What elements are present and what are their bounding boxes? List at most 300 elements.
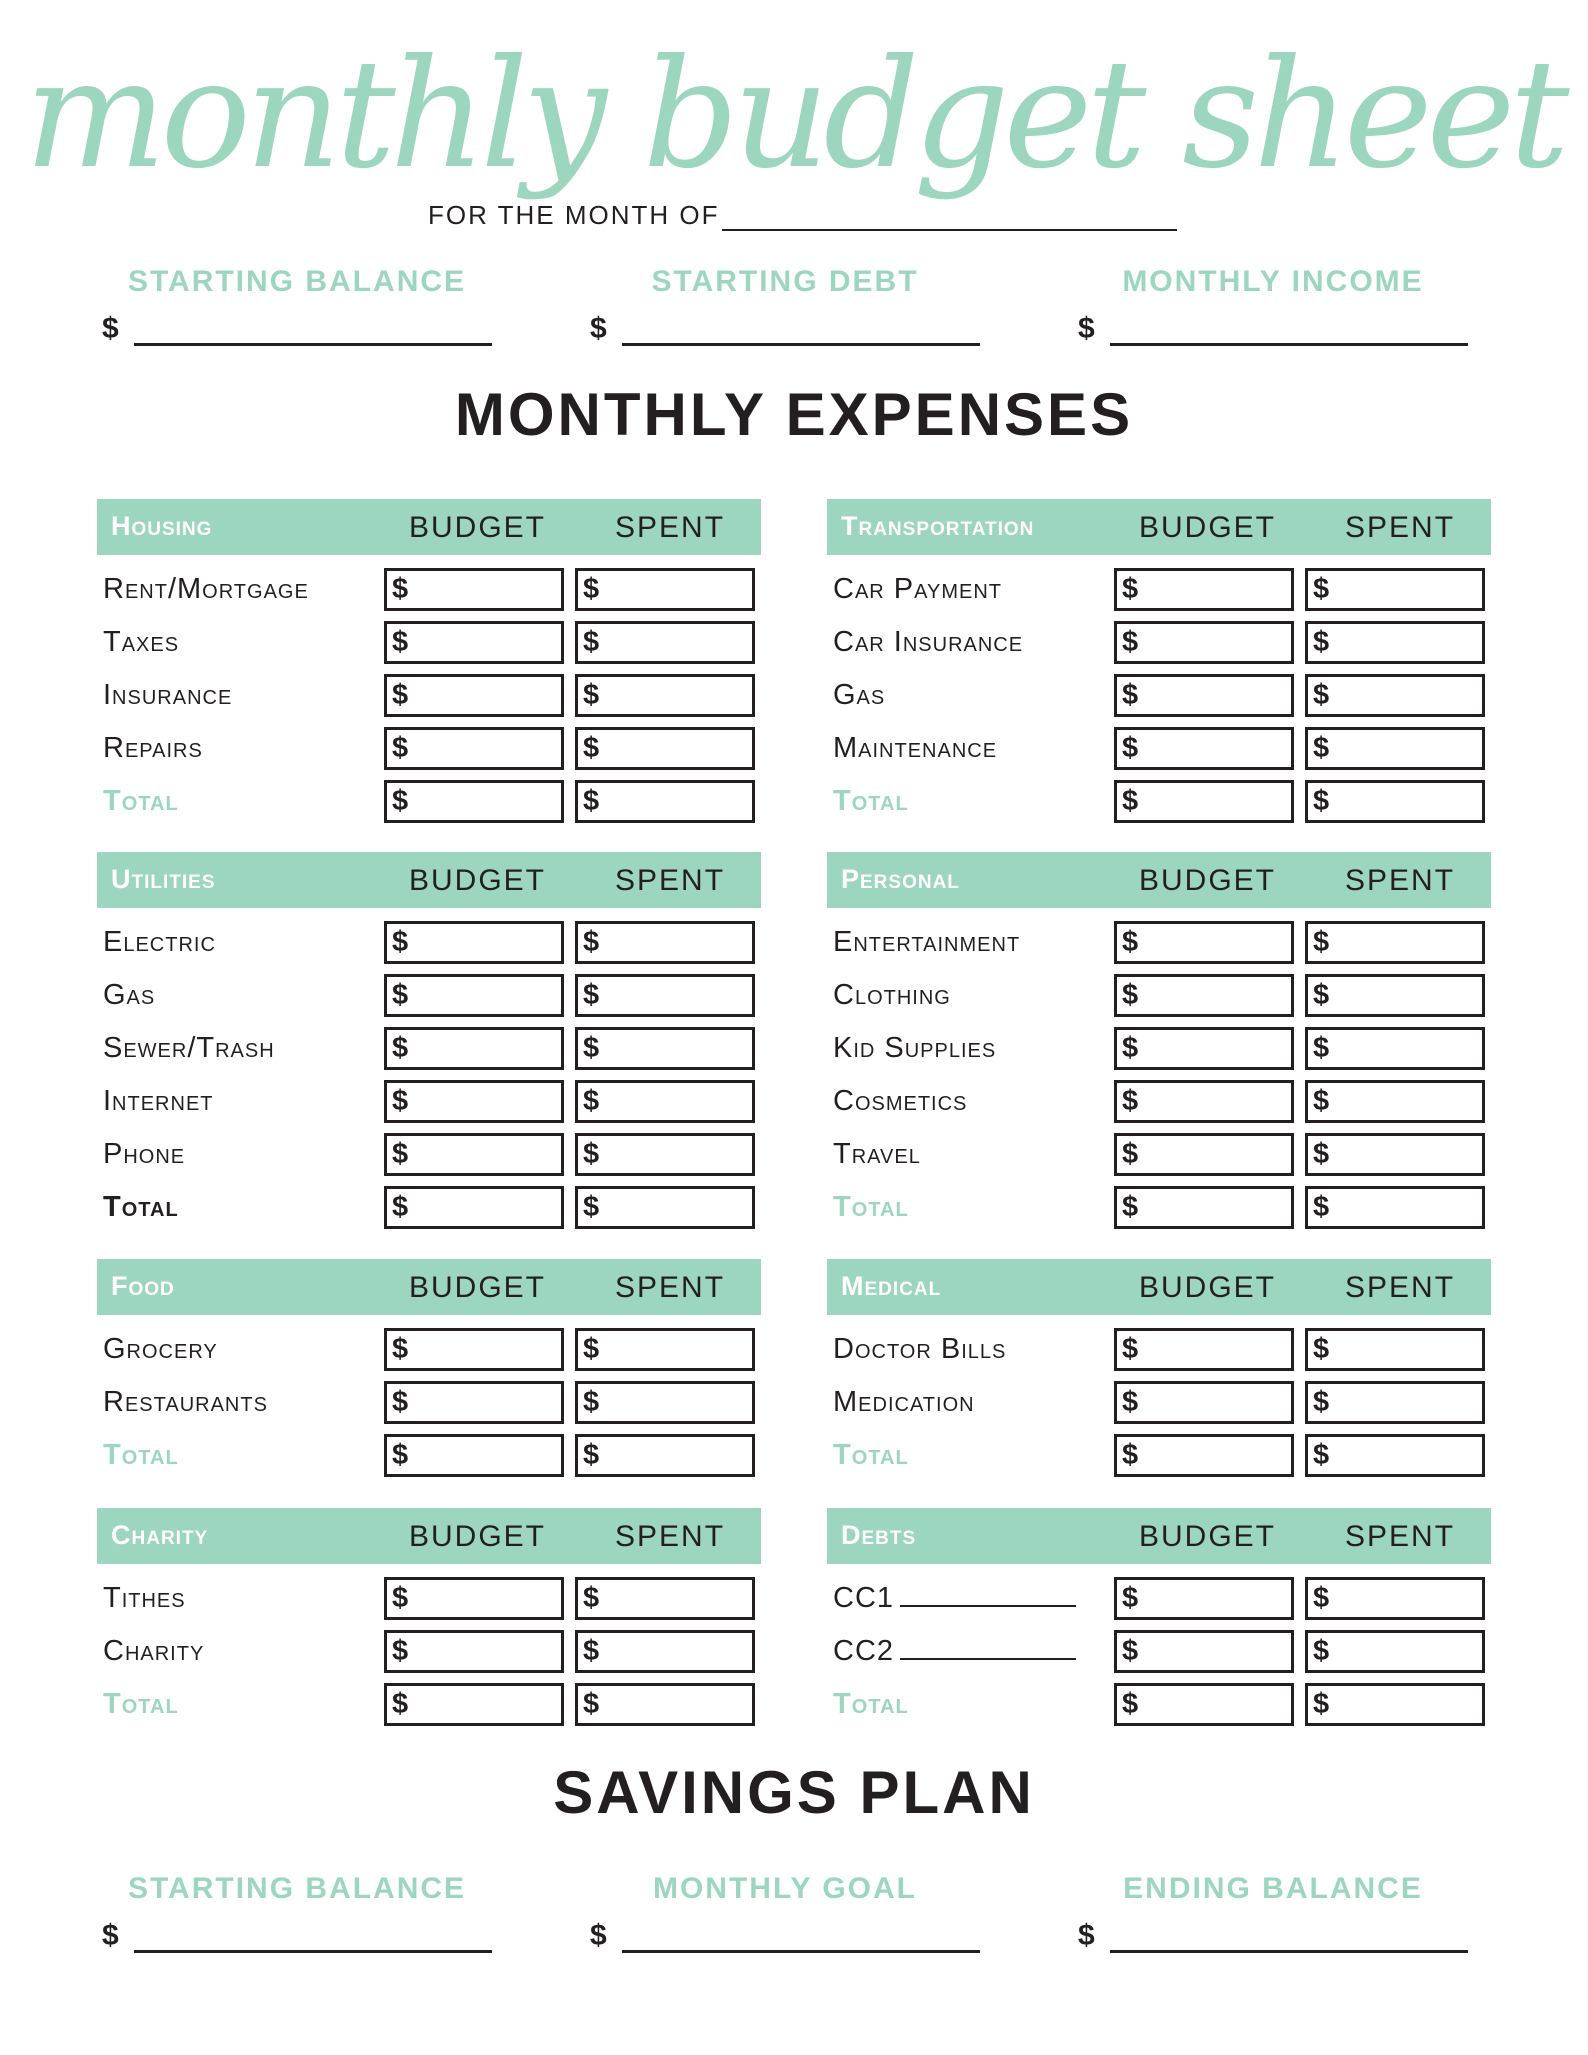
dollar-sign: $ bbox=[392, 732, 409, 764]
row-label-text: Entertainment bbox=[833, 926, 1021, 958]
dollar-sign: $ bbox=[392, 1138, 409, 1170]
row-label-text: Cosmetics bbox=[833, 1085, 968, 1117]
budget-input[interactable] bbox=[1114, 568, 1294, 611]
savings-starting-balance-block bbox=[102, 1872, 492, 1953]
expense-row bbox=[97, 720, 761, 773]
spent-input[interactable] bbox=[1305, 1328, 1485, 1371]
budget-input[interactable] bbox=[1114, 921, 1294, 964]
dollar-sign: $ bbox=[1122, 626, 1139, 658]
spent-input[interactable] bbox=[1305, 1027, 1485, 1070]
budget-input[interactable] bbox=[384, 1381, 564, 1424]
dollar-sign: $ bbox=[1122, 979, 1139, 1011]
dollar-sign: $ bbox=[1313, 1085, 1330, 1117]
dollar-sign: $ bbox=[1313, 573, 1330, 605]
dollar-sign: $ bbox=[392, 1191, 409, 1223]
row-label-text: Charity bbox=[103, 1635, 205, 1667]
budget-input[interactable] bbox=[1114, 1381, 1294, 1424]
spent-input[interactable] bbox=[575, 1434, 755, 1477]
dollar-sign: $ bbox=[1122, 573, 1139, 605]
budget-column-header: BUDGET bbox=[409, 1520, 547, 1553]
budget-input[interactable] bbox=[1114, 1577, 1294, 1620]
budget-input[interactable] bbox=[384, 568, 564, 611]
expense-label bbox=[103, 679, 232, 712]
spent-input[interactable] bbox=[1305, 1630, 1485, 1673]
spent-input[interactable] bbox=[575, 1186, 755, 1229]
spent-input[interactable] bbox=[1305, 1683, 1485, 1726]
dollar-sign: $ bbox=[1313, 1386, 1330, 1418]
dollar-sign: $ bbox=[392, 1688, 409, 1720]
monthly-expenses-heading: MONTHLY EXPENSES bbox=[454, 381, 1134, 448]
spent-input[interactable] bbox=[1305, 727, 1485, 770]
dollar-sign: $ bbox=[1122, 785, 1139, 817]
spent-input[interactable] bbox=[575, 1381, 755, 1424]
expense-label bbox=[833, 679, 885, 712]
expense-row bbox=[827, 914, 1491, 967]
spent-column-header: SPENT bbox=[1345, 1271, 1456, 1304]
spent-input[interactable] bbox=[575, 1683, 755, 1726]
dollar-sign: $ bbox=[102, 312, 119, 345]
dollar-sign: $ bbox=[392, 1582, 409, 1614]
section-transportation bbox=[827, 499, 1491, 826]
spent-input[interactable] bbox=[1305, 1434, 1485, 1477]
expense-row bbox=[827, 1570, 1491, 1623]
budget-column-header: BUDGET bbox=[1139, 1271, 1277, 1304]
dollar-sign: $ bbox=[583, 785, 600, 817]
budget-input[interactable] bbox=[384, 1186, 564, 1229]
spent-input[interactable] bbox=[575, 921, 755, 964]
starting-balance-block bbox=[102, 265, 492, 346]
dollar-sign: $ bbox=[1122, 1032, 1139, 1064]
budget-column-header: BUDGET bbox=[1139, 1520, 1277, 1553]
row-label-text: CC1 bbox=[833, 1582, 895, 1614]
row-label-text: Travel bbox=[833, 1138, 921, 1170]
expense-label bbox=[833, 926, 1020, 959]
expense-label bbox=[103, 1032, 275, 1065]
expense-label bbox=[833, 979, 951, 1012]
total-row bbox=[827, 1427, 1491, 1480]
row-label-text: Car Payment bbox=[833, 573, 1002, 605]
total-row bbox=[97, 1427, 761, 1480]
dollar-sign: $ bbox=[392, 626, 409, 658]
dollar-sign: $ bbox=[1313, 1333, 1330, 1365]
dollar-sign: $ bbox=[583, 732, 600, 764]
dollar-sign: $ bbox=[1122, 1191, 1139, 1223]
expense-label bbox=[833, 1386, 975, 1419]
expense-label bbox=[833, 626, 1023, 659]
dollar-sign: $ bbox=[1122, 679, 1139, 711]
total-label bbox=[833, 1439, 909, 1472]
section-title: Medical bbox=[841, 1271, 942, 1301]
dollar-sign: $ bbox=[1122, 1138, 1139, 1170]
dollar-sign: $ bbox=[1122, 1085, 1139, 1117]
ending-balance-input[interactable] bbox=[1110, 1916, 1468, 1953]
dollar-sign: $ bbox=[583, 1138, 600, 1170]
dollar-sign: $ bbox=[583, 1439, 600, 1471]
dollar-sign: $ bbox=[102, 1919, 119, 1952]
row-label-text: Total bbox=[833, 1439, 909, 1471]
total-row bbox=[97, 1179, 761, 1232]
row-label-text: Grocery bbox=[103, 1333, 218, 1365]
budget-input[interactable] bbox=[384, 1577, 564, 1620]
spent-column-header: SPENT bbox=[1345, 1520, 1456, 1553]
dollar-sign: $ bbox=[590, 1919, 607, 1952]
row-label-text: Medication bbox=[833, 1386, 975, 1418]
expense-row bbox=[97, 614, 761, 667]
section-title: Housing bbox=[111, 511, 213, 541]
expense-label bbox=[103, 926, 216, 959]
dollar-sign: $ bbox=[1313, 979, 1330, 1011]
row-label-text: Electric bbox=[103, 926, 216, 958]
section-food bbox=[97, 1259, 761, 1480]
expense-row bbox=[827, 614, 1491, 667]
row-label-text: Internet bbox=[103, 1085, 214, 1117]
expense-row bbox=[97, 1020, 761, 1073]
dollar-sign: $ bbox=[1078, 312, 1095, 345]
total-row bbox=[97, 1676, 761, 1729]
section-housing bbox=[97, 499, 761, 826]
expense-label bbox=[103, 732, 203, 765]
starting-debt-input[interactable] bbox=[622, 309, 980, 346]
section-header bbox=[827, 499, 1491, 555]
budget-input[interactable] bbox=[1114, 1133, 1294, 1176]
ending-balance-label: ENDING BALANCE bbox=[1123, 1872, 1423, 1905]
card-name-blank[interactable] bbox=[900, 1583, 1076, 1607]
spent-input[interactable] bbox=[575, 1328, 755, 1371]
total-label bbox=[103, 785, 179, 818]
expense-row bbox=[97, 967, 761, 1020]
dollar-sign: $ bbox=[392, 926, 409, 958]
expense-row bbox=[827, 561, 1491, 614]
spent-column-header: SPENT bbox=[1345, 511, 1456, 544]
expense-row bbox=[97, 561, 761, 614]
monthly-goal-label: MONTHLY GOAL bbox=[652, 1872, 917, 1905]
dollar-sign: $ bbox=[1313, 1688, 1330, 1720]
spent-input[interactable] bbox=[575, 621, 755, 664]
expense-label bbox=[833, 1085, 967, 1118]
total-row bbox=[827, 1676, 1491, 1729]
dollar-sign: $ bbox=[392, 1333, 409, 1365]
starting-balance-label: STARTING BALANCE bbox=[127, 265, 467, 298]
dollar-sign: $ bbox=[1313, 732, 1330, 764]
expense-label bbox=[833, 1635, 1076, 1668]
dollar-sign: $ bbox=[583, 626, 600, 658]
row-label-text: Clothing bbox=[833, 979, 951, 1011]
dollar-sign: $ bbox=[1122, 926, 1139, 958]
expense-row bbox=[97, 667, 761, 720]
expense-label bbox=[103, 626, 179, 659]
section-title: Food bbox=[111, 1271, 175, 1301]
section-header bbox=[97, 852, 761, 908]
dollar-sign: $ bbox=[583, 1085, 600, 1117]
row-label-text: CC2 bbox=[833, 1635, 895, 1667]
dollar-sign: $ bbox=[392, 1439, 409, 1471]
spent-input[interactable] bbox=[575, 1027, 755, 1070]
budget-column-header: BUDGET bbox=[409, 864, 547, 897]
dollar-sign: $ bbox=[583, 926, 600, 958]
expense-row bbox=[827, 720, 1491, 773]
savings-starting-balance-label: STARTING BALANCE bbox=[127, 1872, 467, 1905]
expense-row bbox=[97, 1321, 761, 1374]
spent-input[interactable] bbox=[575, 1630, 755, 1673]
expense-row bbox=[97, 1126, 761, 1179]
spent-input[interactable] bbox=[1305, 568, 1485, 611]
expense-label bbox=[103, 1138, 185, 1171]
budget-input[interactable] bbox=[1114, 1630, 1294, 1673]
dollar-sign: $ bbox=[583, 1582, 600, 1614]
ending-balance-block bbox=[1078, 1872, 1468, 1953]
monthly-income-label: MONTHLY INCOME bbox=[1122, 265, 1424, 298]
row-label-text: Gas bbox=[103, 979, 156, 1011]
budget-input[interactable] bbox=[384, 1630, 564, 1673]
savings-starting-balance-input[interactable] bbox=[134, 1916, 492, 1953]
spent-input[interactable] bbox=[575, 727, 755, 770]
spent-input[interactable] bbox=[1305, 780, 1485, 823]
section-title: Charity bbox=[111, 1520, 209, 1550]
for-month-field[interactable] bbox=[428, 200, 1177, 231]
expense-label bbox=[103, 1085, 214, 1118]
total-label bbox=[103, 1688, 179, 1721]
total-row bbox=[97, 773, 761, 826]
dollar-sign: $ bbox=[1313, 785, 1330, 817]
row-label-text: Taxes bbox=[103, 626, 180, 658]
dollar-sign: $ bbox=[583, 1386, 600, 1418]
row-label-text: Total bbox=[103, 1439, 179, 1471]
dollar-sign: $ bbox=[1122, 1582, 1139, 1614]
section-personal bbox=[827, 852, 1491, 1232]
card-name-blank[interactable] bbox=[900, 1636, 1076, 1660]
monthly-income-input[interactable] bbox=[1110, 309, 1468, 346]
expense-label bbox=[103, 979, 155, 1012]
total-label bbox=[103, 1439, 179, 1472]
dollar-sign: $ bbox=[1313, 1138, 1330, 1170]
dollar-sign: $ bbox=[1078, 1919, 1095, 1952]
budget-input[interactable] bbox=[1114, 1080, 1294, 1123]
section-header bbox=[97, 1259, 761, 1315]
dollar-sign: $ bbox=[392, 1085, 409, 1117]
dollar-sign: $ bbox=[1122, 1688, 1139, 1720]
expense-row bbox=[827, 1374, 1491, 1427]
total-label bbox=[833, 785, 909, 818]
dollar-sign: $ bbox=[392, 1635, 409, 1667]
budget-input[interactable] bbox=[1114, 974, 1294, 1017]
budget-input[interactable] bbox=[384, 974, 564, 1017]
expense-row bbox=[827, 967, 1491, 1020]
dollar-sign: $ bbox=[583, 1191, 600, 1223]
budget-input[interactable] bbox=[1114, 621, 1294, 664]
dollar-sign: $ bbox=[392, 1032, 409, 1064]
expense-label bbox=[833, 1333, 1006, 1366]
total-row bbox=[827, 773, 1491, 826]
row-label-text: Total bbox=[103, 1688, 179, 1720]
budget-input[interactable] bbox=[1114, 1683, 1294, 1726]
monthly-goal-input[interactable] bbox=[622, 1916, 980, 1953]
dollar-sign: $ bbox=[1313, 626, 1330, 658]
dollar-sign: $ bbox=[1122, 1635, 1139, 1667]
row-label-text: Sewer/Trash bbox=[103, 1032, 275, 1064]
spent-input[interactable] bbox=[1305, 674, 1485, 717]
budget-input[interactable] bbox=[384, 1434, 564, 1477]
row-label-text: Doctor Bills bbox=[833, 1333, 1007, 1365]
row-label-text: Restaurants bbox=[103, 1386, 268, 1418]
row-label-text: Total bbox=[103, 1191, 179, 1223]
dollar-sign: $ bbox=[1313, 1032, 1330, 1064]
expense-label bbox=[833, 1032, 996, 1065]
expense-row bbox=[97, 1570, 761, 1623]
expense-label bbox=[103, 1635, 204, 1668]
savings-plan-heading: SAVINGS PLAN bbox=[553, 1759, 1035, 1826]
dollar-sign: $ bbox=[583, 1333, 600, 1365]
expense-label bbox=[103, 1386, 268, 1419]
dollar-sign: $ bbox=[583, 979, 600, 1011]
dollar-sign: $ bbox=[1313, 679, 1330, 711]
dollar-sign: $ bbox=[583, 1032, 600, 1064]
budget-column-header: BUDGET bbox=[1139, 864, 1277, 897]
spent-column-header: SPENT bbox=[1345, 864, 1456, 897]
total-label bbox=[103, 1191, 179, 1224]
expense-label bbox=[833, 1582, 1076, 1615]
budget-column-header: BUDGET bbox=[1139, 511, 1277, 544]
dollar-sign: $ bbox=[1313, 1635, 1330, 1667]
section-medical bbox=[827, 1259, 1491, 1480]
dollar-sign: $ bbox=[392, 785, 409, 817]
for-month-line[interactable] bbox=[722, 203, 1177, 231]
total-label bbox=[833, 1688, 909, 1721]
dollar-sign: $ bbox=[392, 979, 409, 1011]
spent-input[interactable] bbox=[1305, 921, 1485, 964]
expense-row bbox=[827, 1020, 1491, 1073]
dollar-sign: $ bbox=[1122, 1439, 1139, 1471]
budget-input[interactable] bbox=[384, 1133, 564, 1176]
section-title: Debts bbox=[841, 1520, 917, 1550]
spent-input[interactable] bbox=[1305, 1381, 1485, 1424]
section-title: Utilities bbox=[111, 864, 216, 894]
budget-input[interactable] bbox=[384, 1027, 564, 1070]
expense-row bbox=[827, 1073, 1491, 1126]
section-charity bbox=[97, 1508, 761, 1729]
dollar-sign: $ bbox=[583, 679, 600, 711]
dollar-sign: $ bbox=[392, 1386, 409, 1418]
dollar-sign: $ bbox=[583, 1688, 600, 1720]
dollar-sign: $ bbox=[1313, 926, 1330, 958]
spent-input[interactable] bbox=[1305, 621, 1485, 664]
starting-debt-block bbox=[590, 265, 980, 346]
dollar-sign: $ bbox=[1313, 1191, 1330, 1223]
section-header bbox=[827, 852, 1491, 908]
total-label bbox=[833, 1191, 909, 1224]
section-debts bbox=[827, 1508, 1491, 1729]
budget-input[interactable] bbox=[384, 727, 564, 770]
spent-input[interactable] bbox=[575, 568, 755, 611]
budget-input[interactable] bbox=[1114, 780, 1294, 823]
monthly-income-block bbox=[1078, 265, 1468, 346]
dollar-sign: $ bbox=[590, 312, 607, 345]
budget-input[interactable] bbox=[384, 921, 564, 964]
budget-input[interactable] bbox=[1114, 674, 1294, 717]
spent-input[interactable] bbox=[1305, 1577, 1485, 1620]
expense-row bbox=[827, 1126, 1491, 1179]
spent-input[interactable] bbox=[1305, 1186, 1485, 1229]
expense-row bbox=[97, 1073, 761, 1126]
dollar-sign: $ bbox=[1122, 732, 1139, 764]
budget-column-header: BUDGET bbox=[409, 511, 547, 544]
page-title: monthly budget sheet bbox=[24, 28, 1564, 202]
dollar-sign: $ bbox=[583, 1635, 600, 1667]
row-label-text: Gas bbox=[833, 679, 886, 711]
row-label-text: Total bbox=[833, 1688, 909, 1720]
spent-input[interactable] bbox=[1305, 1133, 1485, 1176]
spent-input[interactable] bbox=[1305, 974, 1485, 1017]
spent-input[interactable] bbox=[575, 1577, 755, 1620]
budget-input[interactable] bbox=[384, 1328, 564, 1371]
expense-row bbox=[97, 914, 761, 967]
spent-column-header: SPENT bbox=[615, 511, 726, 544]
total-row bbox=[827, 1179, 1491, 1232]
budget-input[interactable] bbox=[1114, 1186, 1294, 1229]
budget-input[interactable] bbox=[1114, 1434, 1294, 1477]
row-label-text: Maintenance bbox=[833, 732, 998, 764]
expense-label bbox=[103, 573, 309, 606]
spent-input[interactable] bbox=[575, 674, 755, 717]
budget-input[interactable] bbox=[384, 1683, 564, 1726]
row-label-text: Insurance bbox=[103, 679, 233, 711]
dollar-sign: $ bbox=[1122, 1386, 1139, 1418]
expense-label bbox=[833, 1138, 921, 1171]
spent-column-header: SPENT bbox=[615, 1271, 726, 1304]
dollar-sign: $ bbox=[1313, 1439, 1330, 1471]
spent-input[interactable] bbox=[575, 1133, 755, 1176]
expense-label bbox=[103, 1582, 186, 1615]
monthly-goal-block bbox=[590, 1872, 980, 1953]
spent-column-header: SPENT bbox=[615, 1520, 726, 1553]
section-header bbox=[97, 1508, 761, 1564]
section-utilities bbox=[97, 852, 761, 1232]
expense-row bbox=[97, 1374, 761, 1427]
expense-row bbox=[827, 1321, 1491, 1374]
starting-debt-label: STARTING DEBT bbox=[651, 265, 919, 298]
expense-row bbox=[827, 1623, 1491, 1676]
spent-input[interactable] bbox=[1305, 1080, 1485, 1123]
row-label-text: Phone bbox=[103, 1138, 186, 1170]
budget-column-header: BUDGET bbox=[409, 1271, 547, 1304]
budget-input[interactable] bbox=[384, 780, 564, 823]
budget-input[interactable] bbox=[1114, 727, 1294, 770]
spent-column-header: SPENT bbox=[615, 864, 726, 897]
dollar-sign: $ bbox=[1313, 1582, 1330, 1614]
section-header bbox=[97, 499, 761, 555]
row-label-text: Kid Supplies bbox=[833, 1032, 997, 1064]
row-label-text: Total bbox=[833, 785, 909, 817]
starting-balance-input[interactable] bbox=[134, 309, 492, 346]
spent-input[interactable] bbox=[575, 974, 755, 1017]
row-label-text: Tithes bbox=[103, 1582, 186, 1614]
dollar-sign: $ bbox=[392, 573, 409, 605]
budget-input[interactable] bbox=[384, 621, 564, 664]
expense-label bbox=[833, 573, 1002, 606]
spent-input[interactable] bbox=[575, 1080, 755, 1123]
expense-row bbox=[827, 667, 1491, 720]
budget-input[interactable] bbox=[384, 1080, 564, 1123]
row-label-text: Total bbox=[103, 785, 179, 817]
expense-label bbox=[833, 732, 997, 765]
budget-input[interactable] bbox=[1114, 1027, 1294, 1070]
budget-input[interactable] bbox=[1114, 1328, 1294, 1371]
dollar-sign: $ bbox=[392, 679, 409, 711]
expense-label bbox=[103, 1333, 218, 1366]
spent-input[interactable] bbox=[575, 780, 755, 823]
section-title: Transportation bbox=[841, 511, 1035, 541]
budget-input[interactable] bbox=[384, 674, 564, 717]
row-label-text: Repairs bbox=[103, 732, 203, 764]
